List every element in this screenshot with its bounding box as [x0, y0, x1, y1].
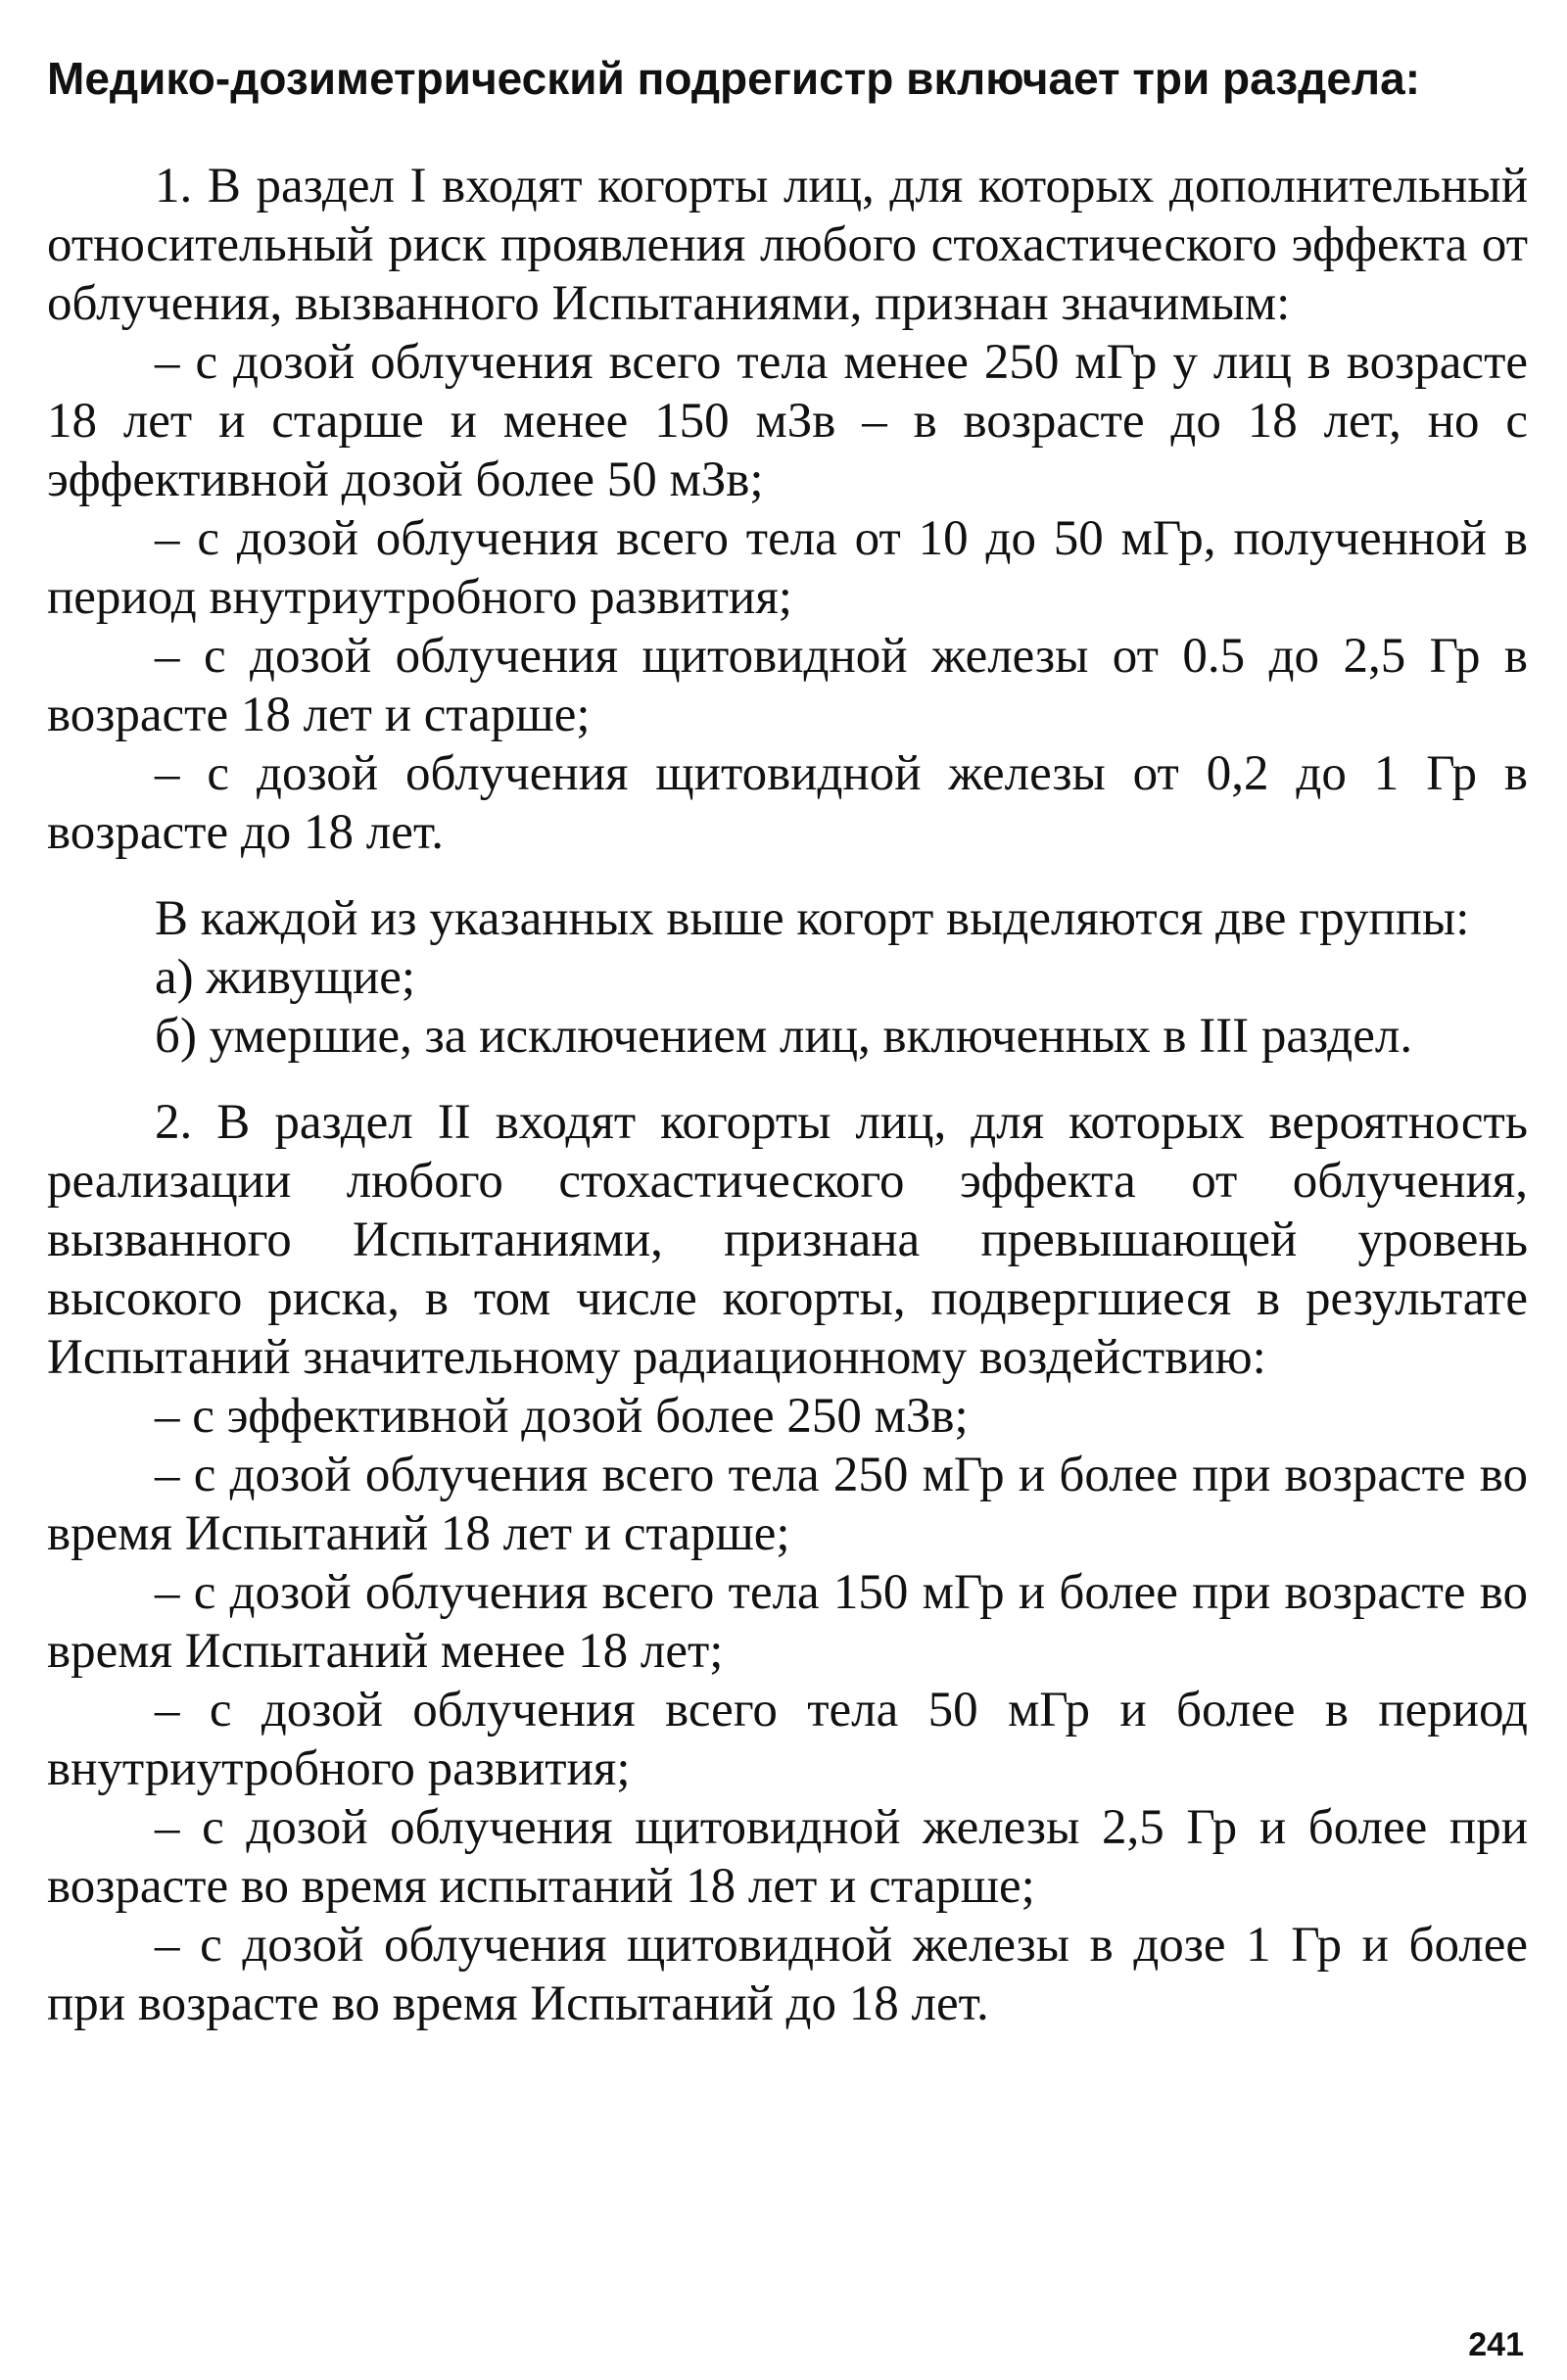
section-2-item: – с дозой облучения щитовидной железы 2,5 Гр и более при возрасте во время испытаний 18 лет и старше; [47, 1800, 1528, 1914]
page-heading: Медико-дозиметрический подрегистр включает три раздела: [47, 53, 1421, 104]
section-1-item: – с дозой облучения щитовидной железы от 0,2 до 1 Гр в возрасте до 18 лет. [47, 746, 1528, 860]
section-1-intro: 1. В раздел I входят когорты лиц, для которых дополнительный относительный риск проявления любого стохастического эффекта от облучения, вызванного Испытаниями, признан значимым: [47, 159, 1528, 331]
section-2-item: – с дозой облучения всего тела 150 мГр и более при возрасте во время Испытаний менее 18 лет; [47, 1565, 1528, 1679]
section-2-item: – с эффективной дозой более 250 мЗв; [155, 1389, 969, 1444]
section-1-item: – с дозой облучения всего тела менее 250 мГр у лиц в возрасте 18 лет и старше и менее 150 мЗв – в возрасте до 18 лет, но с эффективной дозой более 50 мЗв; [47, 335, 1528, 507]
section-2-intro: 2. В раздел II входят когорты лиц, для которых вероятность реализации любого стохастического эффекта от облучения, вызванного Испытаниями, признана превышающей уровень высокого риска, в том числе когорты, подвергшиеся в результате Испытаний значительному радиационному воздействию: [47, 1095, 1528, 1385]
group-item: б) умершие, за исключением лиц, включенных в III раздел. [155, 1009, 1413, 1064]
groups-intro: В каждой из указанных выше когорт выделяются две группы: [155, 891, 1470, 946]
section-2-item: – с дозой облучения всего тела 250 мГр и более при возрасте во время Испытаний 18 лет и старше; [47, 1448, 1528, 1561]
section-1-item: – с дозой облучения щитовидной железы от 0.5 до 2,5 Гр в возрасте 18 лет и старше; [47, 629, 1528, 742]
section-2-item: – с дозой облучения щитовидной железы в дозе 1 Гр и более при возрасте во время Испытаний до 18 лет. [47, 1918, 1528, 2031]
section-1-item: – с дозой облучения всего тела от 10 до 50 мГр, полученной в период внутриутробного развития; [47, 511, 1528, 625]
page-number: 241 [1468, 2326, 1524, 2363]
group-item: а) живущие; [155, 950, 416, 1005]
section-2-item: – с дозой облучения всего тела 50 мГр и более в период внутриутробного развития; [47, 1683, 1528, 1796]
